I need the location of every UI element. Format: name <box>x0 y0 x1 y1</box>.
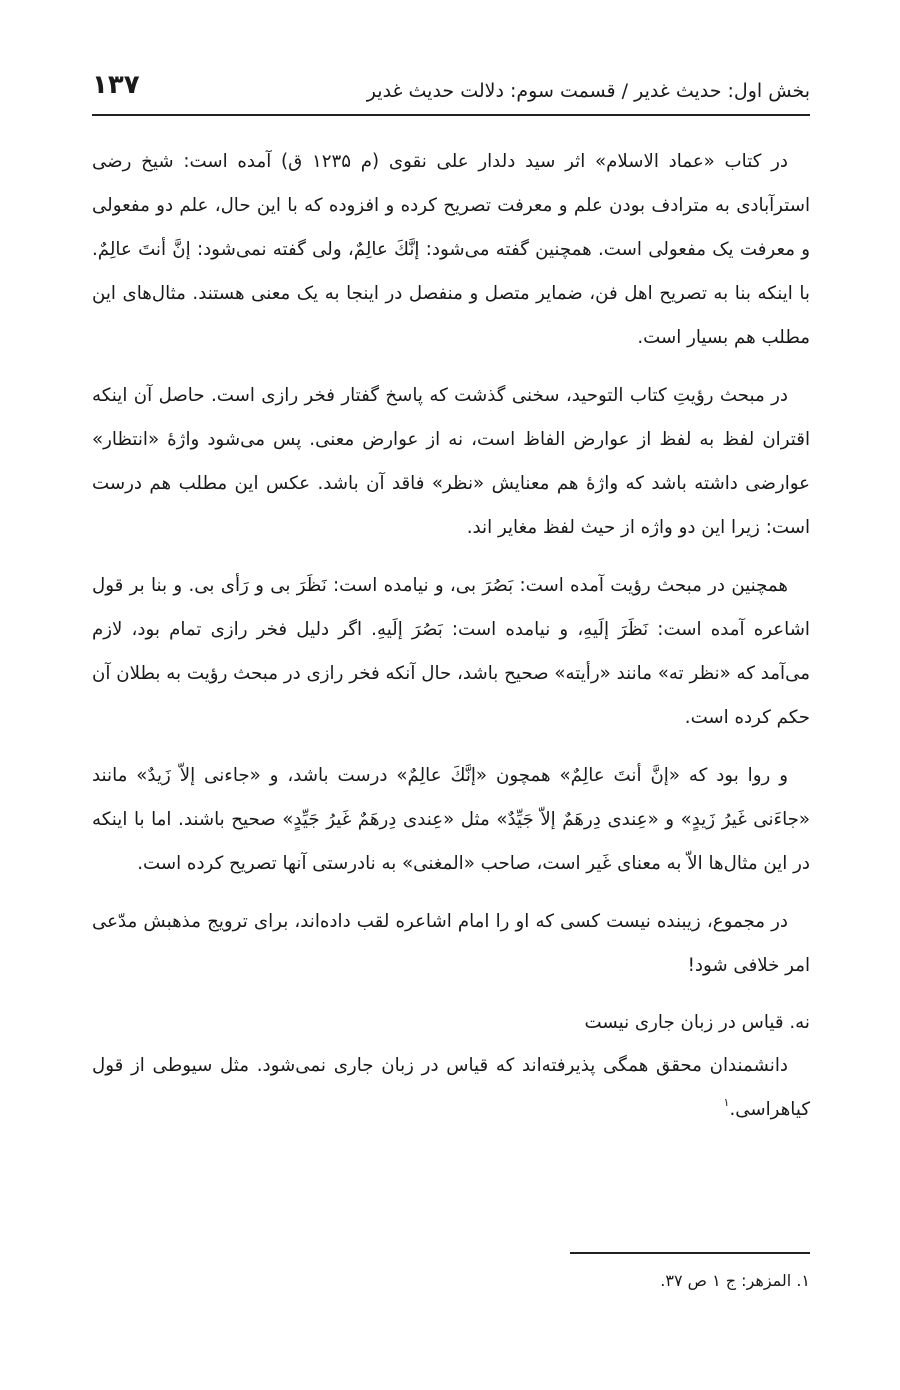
paragraph-5: در مجموع، زیبنده نیست کسی که او را امام اشاعره لقب داده‌اند، برای ترویج مذهبش مدّعی امر خلافی شود! <box>92 911 810 976</box>
section-paragraph <box>92 1044 810 1132</box>
footnote-divider <box>570 1252 810 1254</box>
header-title: بخش اول: حدیث غدیر / قسمت سوم: دلالت حدیث غدیر <box>366 80 810 102</box>
book-page <box>92 0 810 1390</box>
footnote: ۱. المزهر: ج ۱ ص ۳۷. <box>660 1271 810 1290</box>
section-heading: نه. قیاس در زبان جاری نیست <box>584 1012 810 1033</box>
paragraph-4: و روا بود که «إنَّ أنتَ عالِمٌ» همچون «إنَّكَ عالِمٌ» درست باشد، و «جاءنی إلاّ زَیدٌ» مانند «جاءَنی غَیرُ زَیدٍ» و «عِندی دِرهَمٌ إلاّ جَیِّدٌ» مثل «عِندی دِرهَمٌ غَیرُ جَیِّدٍ» صحیح باشند. اما با اینکه در این مثال‌ها الاّ به معنای غَیر است، صاحب «المغنی» به نادرستی آنها تصریح کرده است. <box>92 765 810 874</box>
running-header <box>92 66 810 116</box>
paragraph-3: همچنین در مبحث رؤیت آمده است: بَصُرَ بی، و نیامده است: نَظَرَ بی و رَأی بی. و بنا بر قول اشاعره آمده است: نَظَرَ إلَیهِ، و نیامده است: بَصُرَ إلَیهِ. اگر دلیل فخر رازی تمام بود، لازم می‌آمد که «نظر ته» مانند «رأیته» صحیح باشد، حال آنکه فخر رازی در مبحث رؤیت به بطلان آن حکم کرده است. <box>92 575 810 728</box>
paragraph-1: در کتاب «عماد الاسلام» اثر سید دلدار علی نقوی (م ۱۲۳۵ ق) آمده است: شیخ رضی استرآبادی به مترادف بودن علم و معرفت تصریح کرده و افزوده که با این حال، علم دو مفعولی و معرفت یک مفعولی است. همچنین گفته می‌شود: إنَّكَ عالِمٌ، ولی گفته نمی‌شود: إنَّ أنتَ عالِمٌ. با اینکه بنا به تصریح اهل فن، ضمایر متصل و منفصل در اینجا به یک معنی هستند. مثال‌های این مطلب هم بسیار است. <box>92 151 810 348</box>
footnote-marker[interactable]: ۱ <box>723 1095 730 1109</box>
section-paragraph-text: دانشمندان محقق همگی پذیرفته‌اند که قیاس در زبان جاری نمی‌شود. مثل سیوطی از قول کیاهراسی. <box>92 1055 810 1120</box>
body-text <box>92 140 810 1146</box>
page-number: ۱۳۷ <box>92 70 140 100</box>
paragraph-2: در مبحث رؤیتِ کتاب التوحید، سخنی گذشت که پاسخ گفتار فخر رازی است. حاصل آن اینکه اقتران لفظ به لفظ از عوارض الفاظ است، نه از عوارض معنی. پس می‌شود واژهٔ «انتظار» عوارضی داشته باشد که واژهٔ هم معنایش «نظر» فاقد آن باشد. عکس این مطلب هم درست است: زیرا این دو واژه از حیث لفظ مغایر اند. <box>92 385 810 538</box>
